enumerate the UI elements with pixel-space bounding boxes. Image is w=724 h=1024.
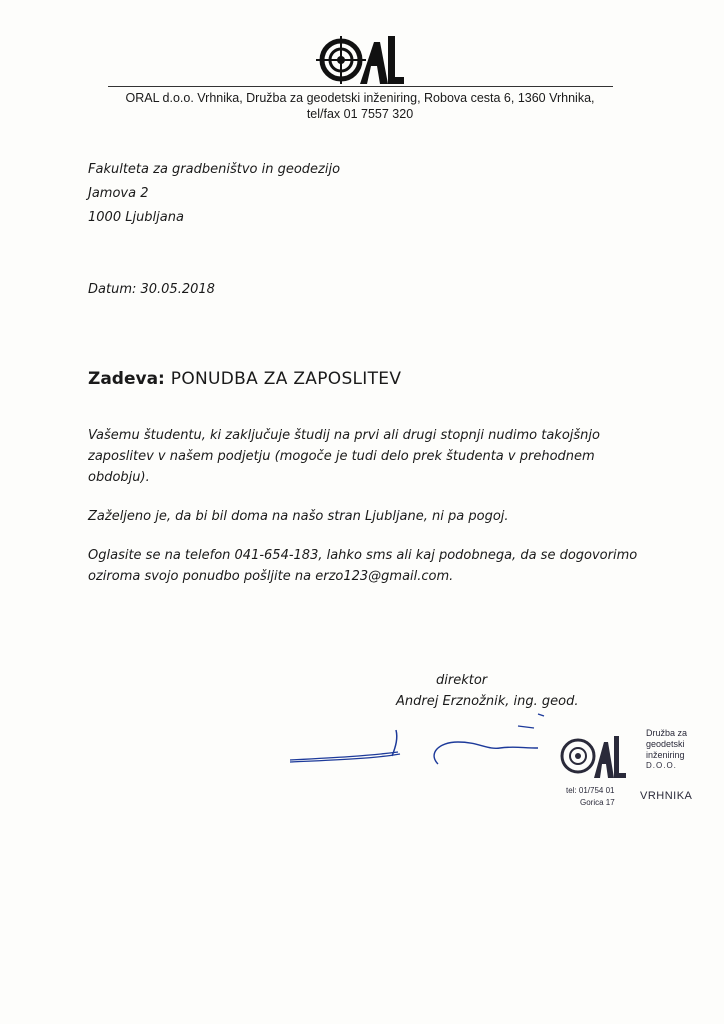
letterhead-divider bbox=[108, 86, 613, 87]
stamp-line-3: inženiring bbox=[646, 750, 685, 760]
contact-line: tel/fax 01 7557 320 bbox=[306, 107, 414, 121]
letter-subject bbox=[88, 369, 401, 389]
stamp-line-6: tel: 01/754 01 bbox=[566, 786, 615, 795]
oral-logo-icon bbox=[316, 28, 406, 88]
letter-body bbox=[88, 425, 648, 605]
recipient-address bbox=[88, 158, 340, 230]
subject-label: Zadeva: bbox=[88, 369, 165, 389]
logo-circle bbox=[316, 36, 366, 84]
logo-letter-a bbox=[360, 42, 388, 84]
body-paragraph-1: Vašemu študentu, ki zaključuje študij na prvi ali drugi stopnji nudimo takojšnjo zaposlitev v našem podjetju (mogoče je tudi delo prek študenta v prehodnem obdobju). bbox=[88, 428, 600, 485]
handwritten-signature bbox=[288, 712, 578, 772]
recipient-line-3: 1000 Ljubljana bbox=[88, 210, 184, 225]
recipient-line-2: Jamova 2 bbox=[88, 186, 149, 201]
logo-letter-l bbox=[388, 36, 404, 84]
stamp-logo-icon bbox=[556, 728, 626, 784]
stamp-line-5: VRHNIKA bbox=[640, 790, 693, 802]
subject-value: PONUDBA ZA ZAPOSLITEV bbox=[170, 369, 402, 389]
signatory-name: Andrej Erznožnik, ing. geod. bbox=[396, 694, 579, 709]
signatory-role: direktor bbox=[436, 673, 488, 688]
stamp-line-7: Gorica 17 bbox=[580, 798, 615, 807]
company-stamp bbox=[556, 728, 706, 818]
stamp-line-1: Družba za bbox=[646, 728, 688, 738]
company-line: ORAL d.o.o. Vrhnika, Družba za geodetski inženiring, Robova cesta 6, 1360 Vrhnika, bbox=[125, 91, 595, 105]
stamp-line-2: geodetski bbox=[646, 739, 685, 749]
stamp-line-4: D.O.O. bbox=[646, 761, 677, 770]
letter-date: Datum: 30.05.2018 bbox=[88, 282, 215, 297]
recipient-line-1: Fakulteta za gradbeništvo in geodezijo bbox=[88, 162, 341, 177]
letterhead bbox=[100, 90, 620, 122]
body-paragraph-2: Zaželjeno je, da bi bil doma na našo stran Ljubljane, ni pa pogoj. bbox=[88, 509, 509, 524]
body-paragraph-3: Oglasite se na telefon 041-654-183, lahko sms ali kaj podobnega, da se dogovorimo oziroma svojo ponudbo pošljite na erzo123@gmail.com. bbox=[88, 548, 638, 584]
